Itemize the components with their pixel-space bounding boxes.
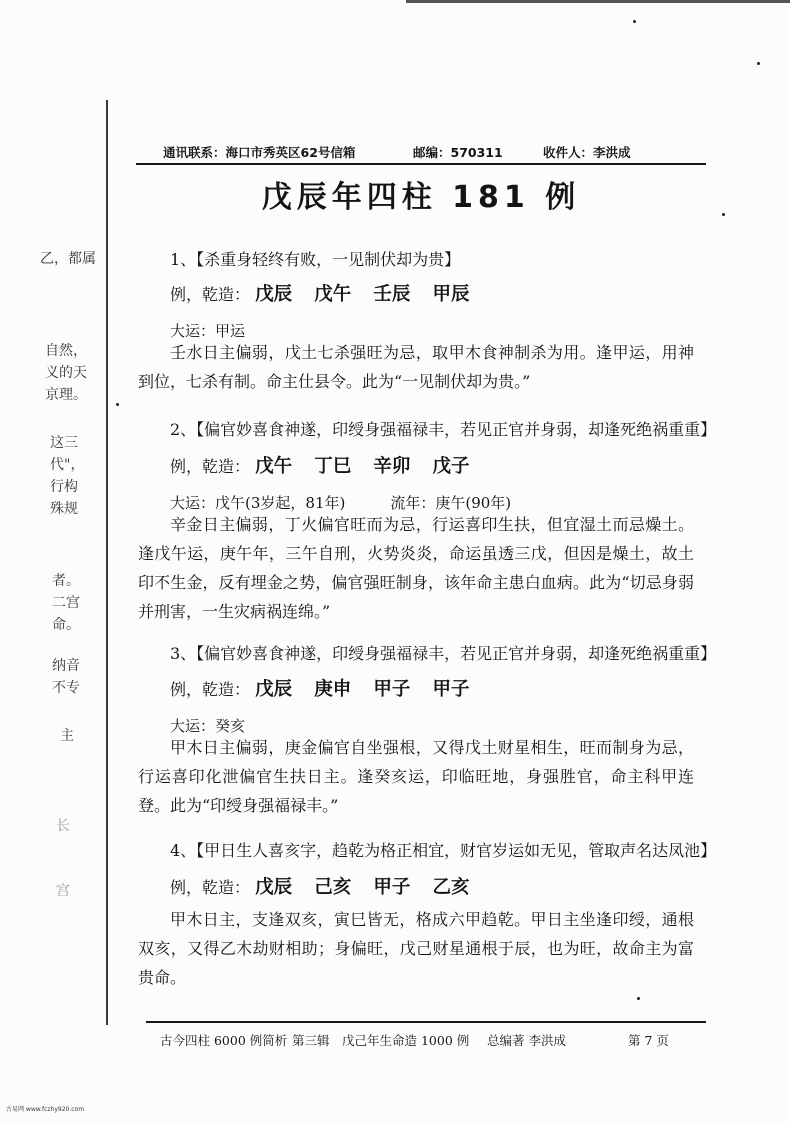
chart-prefix: 例，乾造： [170, 285, 251, 304]
scan-speck [633, 20, 636, 23]
page-title: 戊辰年四柱 181 例 [261, 180, 581, 215]
pillar-month: 庚申 [314, 679, 352, 700]
contact-address: 通讯联系：海口市秀英区62号信箱 [163, 145, 356, 160]
page-number: 第 7 页 [628, 1033, 669, 1048]
pillar-day: 壬辰 [373, 284, 411, 305]
luck-period: 大运：癸亥 [170, 717, 246, 735]
pillar-hour: 甲子 [432, 679, 470, 700]
pillar-day: 辛卯 [373, 456, 411, 477]
header-rule [136, 163, 706, 165]
pillar-month: 己亥 [314, 877, 352, 898]
bleed-text: 长 [56, 818, 70, 834]
bleed-text: 纳音 不专 [52, 658, 80, 696]
pillar-year: 戊辰 [255, 877, 293, 898]
footer-rule [146, 1021, 706, 1023]
pillar-year: 戊午 [255, 456, 293, 477]
birth-chart [170, 873, 730, 899]
pillar-month: 戊午 [314, 284, 352, 305]
pillar-day: 甲子 [373, 679, 411, 700]
chart-prefix: 例，乾造： [170, 457, 251, 476]
pillar-day: 甲子 [373, 877, 411, 898]
scan-speck [757, 62, 760, 65]
birth-chart [170, 280, 730, 306]
editor-credit: 总编著 李洪成 [487, 1033, 566, 1048]
bleed-text: 这三 代"， 行构 殊规 [50, 435, 85, 517]
luck-period: 大运：甲运 [170, 322, 246, 340]
scan-speck [637, 997, 640, 1000]
volume-label: 第三辑 [292, 1033, 330, 1048]
bleed-text: 乙，都属 [40, 251, 96, 267]
luck-period: 大运：戊午(3岁起，81年) 流年：庚午(90年) [170, 494, 512, 512]
book-title: 古今四柱 6000 例简析 [160, 1033, 288, 1048]
entry-analysis: 甲木日主，支逢双亥，寅巳皆无，格成六甲趋乾。甲日主坐逢印绶，通根双亥，又得乙木劫财相助；身偏旺，戊己财星通根于辰，也为旺，故命主为富贵命。 [138, 910, 694, 987]
entry-heading: 4、【甲日生人喜亥字，趋乾为格正相宜，财官岁运如无见，管取声名达凤池】 [170, 841, 717, 860]
birth-chart [170, 675, 730, 701]
entry-heading: 3、【偏官妙喜食神遂，印绶身强福禄丰，若见正官并身弱，却逢死绝祸重重】 [170, 644, 717, 663]
entry-heading: 2、【偏官妙喜食神遂，印绶身强福禄丰，若见正官并身弱，却逢死绝祸重重】 [170, 420, 717, 439]
pillar-hour: 甲辰 [432, 284, 470, 305]
recipient: 收件人：李洪成 [543, 145, 631, 160]
postcode: 邮编：570311 [413, 145, 503, 160]
book-subtitle: 戊己年生命造 1000 例 [342, 1033, 470, 1048]
site-watermark: 古易网 www.fczhy920.com [6, 1106, 85, 1113]
bleed-text: 宫 [56, 883, 70, 899]
entry-heading: 1、【杀重身轻终有败，一见制伏却为贵】 [170, 250, 461, 269]
entry-analysis: 壬水日主偏弱，戊土七杀强旺为忌，取甲木食神制杀为用。逢甲运，用神到位，七杀有制。命主仕县令。此为“一见制伏却为贵。” [138, 343, 694, 391]
bleed-text: 主 [60, 728, 74, 744]
pillar-year: 戊辰 [255, 679, 293, 700]
page-header [163, 143, 703, 163]
pillar-hour: 乙亥 [432, 877, 470, 898]
pillar-year: 戊辰 [255, 284, 293, 305]
chart-prefix: 例，乾造： [170, 878, 251, 897]
pillar-hour: 戊子 [432, 456, 470, 477]
pillar-month: 丁巳 [314, 456, 352, 477]
bleed-text: 自然， 义的天 京理。 [45, 343, 87, 403]
entry-analysis: 甲木日主偏弱，庚金偏官自坐强根，又得戊土财星相生，旺而制身为忌，行运喜印化泄偏官生扶日主。逢癸亥运，印临旺地，身强胜官，命主科甲连登。此为“印绶身强福禄丰。” [138, 738, 694, 815]
scan-edge-line [406, 0, 790, 3]
bleed-text: 者。 二宫 命。 [52, 573, 80, 633]
entry-analysis: 辛金日主偏弱，丁火偏官旺而为忌，行运喜印生扶，但宜湿土而忌燥土。逢戊午运，庚午年，三午自刑，火势炎炎，命运虽透三戊，但因是燥土，故土印不生金，反有埋金之势，偏官强旺制身，该年命主患白血病。此为“切忌身弱并刑害，一生灾病祸连绵。” [138, 515, 694, 621]
scan-speck [722, 213, 725, 216]
chart-prefix: 例，乾造： [170, 680, 251, 699]
birth-chart [170, 452, 730, 478]
